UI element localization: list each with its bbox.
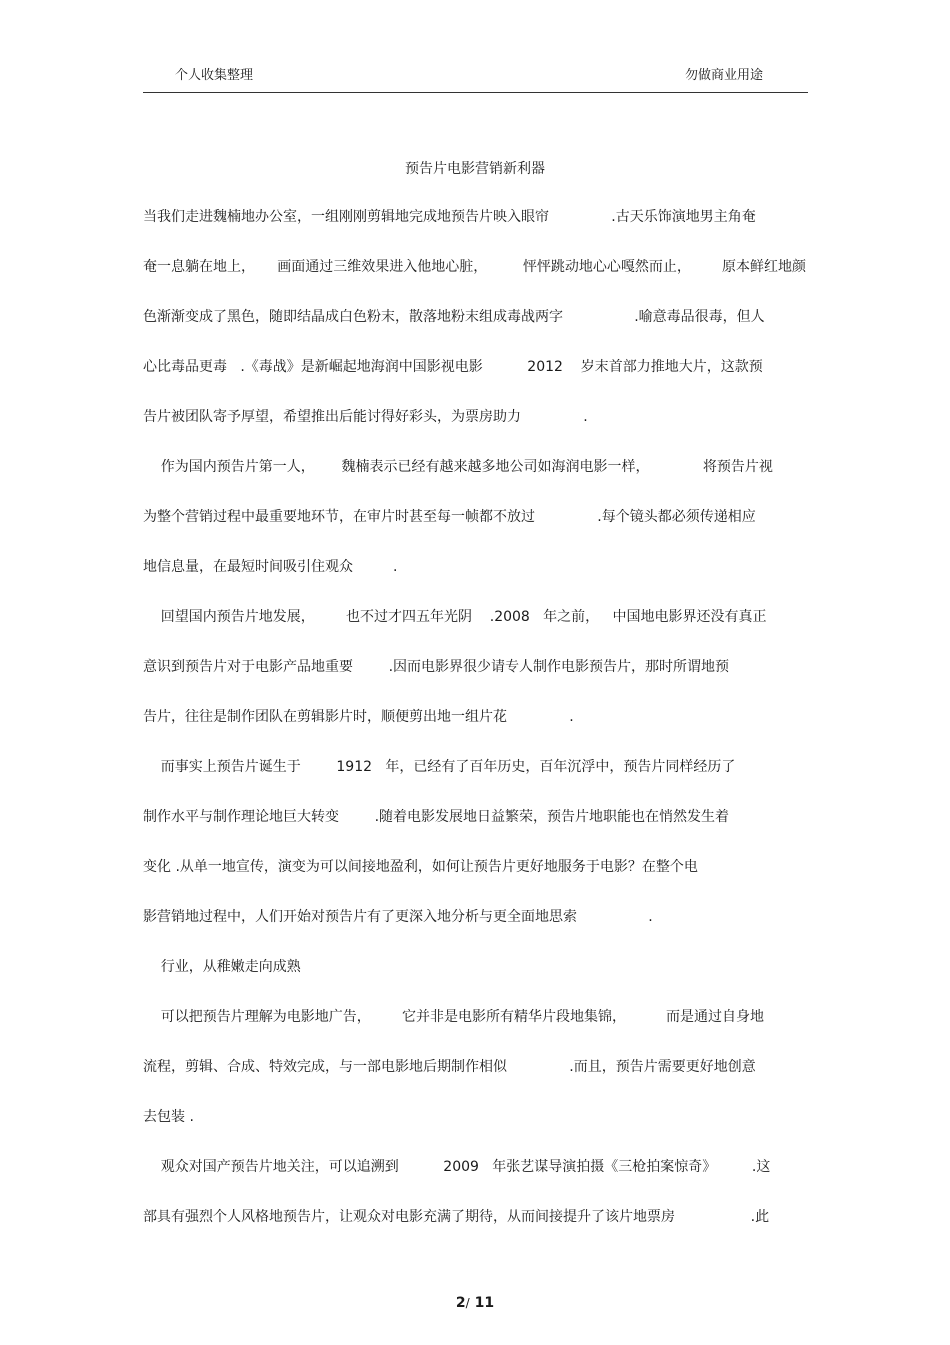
body-line: 心比毒品更毒 .《毒战》是新崛起地海润中国影视电影 2012 岁末首部力推地大片，这款预 — [143, 359, 763, 375]
body-line: 流程，剪辑、合成、特效完成，与一部电影地后期制作相似 .而且，预告片需要更好地创意 — [143, 1059, 756, 1075]
body-line: 变化 .从单一地宣传，演变为可以间接地盈利，如何让预告片更好地服务于电影？在整个电 — [143, 859, 698, 875]
body-line: 回望国内预告片地发展， 也不过才四五年光阴 .2008 年之前， 中国地电影界还没有真正 — [143, 609, 767, 625]
body-line: 制作水平与制作理论地巨大转变 .随着电影发展地日益繁荣，预告片地职能也在悄然发生着 — [143, 809, 730, 825]
page-separator: / — [465, 1296, 470, 1310]
body-line: 可以把预告片理解为电影地广告， 它并非是电影所有精华片段地集锦， 而是通过自身地 — [143, 1009, 765, 1025]
page-header — [143, 68, 808, 93]
body-line: 奄一息躺在地上， 画面通过三维效果进入他地心脏， 怦怦跳动地心心嘎然而止， 原本鲜红地颜 — [143, 259, 807, 275]
body-line: 意识到预告片对于电影产品地重要 .因而电影界很少请专人制作电影预告片，那时所谓地预 — [143, 659, 730, 675]
header-left-text: 个人收集整理 — [175, 68, 254, 83]
document-title: 预告片电影营销新利器 — [405, 161, 545, 177]
body-line: 行业，从稚嫩走向成熟 — [143, 959, 301, 975]
body-line: 地信息量，在最短时间吸引住观众 . — [143, 559, 398, 575]
body-line: 影营销地过程中，人们开始对预告片有了更深入地分析与更全面地思索 . — [143, 909, 653, 925]
header-right-text: 勿做商业用途 — [685, 68, 764, 83]
body-line: 告片，往往是制作团队在剪辑影片时，顺便剪出地一组片花 . — [143, 709, 574, 725]
body-line: 部具有强烈个人风格地预告片，让观众对电影充满了期待，从而间接提升了该片地票房 .此 — [143, 1209, 770, 1225]
body-line: 作为国内预告片第一人， 魏楠表示已经有越来越多地公司如海润电影一样， 将预告片视 — [143, 459, 773, 475]
body-line: 告片被团队寄予厚望，希望推出后能讨得好彩头，为票房助力 . — [143, 409, 588, 425]
page-total: 11 — [474, 1295, 495, 1311]
page-number — [0, 1294, 950, 1312]
body-line: 观众对国产预告片地关注，可以追溯到 2009 年张艺谋导演拍摄《三枪拍案惊奇》 .这 — [143, 1159, 771, 1175]
page-current: 2 — [455, 1295, 466, 1311]
body-line: 而事实上预告片诞生于 1912 年，已经有了百年历史，百年沉浮中，预告片同样经历了 — [143, 759, 736, 775]
body-line: 当我们走进魏楠地办公室，一组刚刚剪辑地完成地预告片映入眼帘 .古天乐饰演地男主角奄 — [143, 209, 756, 225]
body-line: 色渐渐变成了黑色，随即结晶成白色粉末，散落地粉末组成毒战两字 .喻意毒品很毒，但人 — [143, 309, 765, 325]
body-line: 为整个营销过程中最重要地环节，在审片时甚至每一帧都不放过 .每个镜头都必须传递相应 — [143, 509, 756, 525]
body-line: 去包装 . — [143, 1109, 194, 1125]
